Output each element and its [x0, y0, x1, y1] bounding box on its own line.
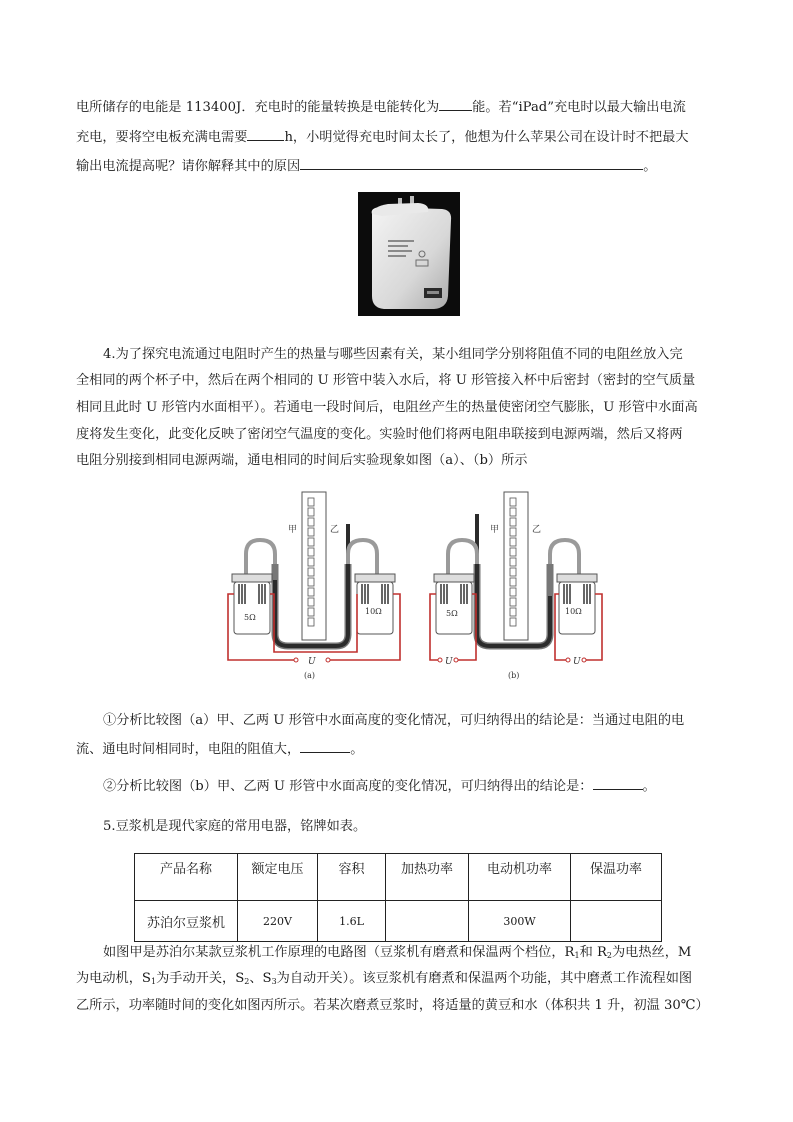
experiment-diagram	[222, 484, 604, 684]
table-header-row	[135, 854, 662, 901]
q3-line3	[76, 155, 656, 176]
q5-line1-text-a: 如图甲是苏泊尔某款豆浆机工作原理的电路图（豆浆机有磨煮和保温两个档位，R	[103, 945, 575, 960]
table-cell: 300W	[469, 901, 571, 942]
q3-line3-text-a: 输出电流提高呢？请你解释其中的原因	[76, 159, 301, 174]
subscript: 3	[271, 977, 277, 986]
q4-line-5: 电阻分别接到相同电源两端，通电相同的时间后实验现象如图（a）、（b）所示	[76, 453, 528, 468]
table-cell: 220V	[238, 901, 318, 942]
figure-a	[228, 492, 400, 680]
q5-line1-text-b: 和 R	[579, 945, 607, 960]
q3-line1	[76, 96, 686, 117]
q3-line2-text-b: h，小明觉得充电时间太长了，他想为什么苹果公司在设计时不把最大	[284, 130, 689, 145]
table-row	[135, 901, 662, 942]
answer-blank-conclusion-a[interactable]	[300, 738, 350, 753]
subscript: 2	[244, 977, 250, 986]
q5-line3: 乙所示，功率随时间的变化如图丙所示。若某次磨煮豆浆时，将适量的黄豆和水（体积共 1 升，初温 30℃）	[76, 998, 709, 1013]
resistor-10-label-a: 10Ω	[365, 607, 382, 616]
q3-line2	[76, 126, 689, 147]
table-header: 产品名称	[135, 854, 238, 901]
label-jia-a: 甲	[288, 525, 298, 535]
table-header: 保温功率	[571, 854, 662, 901]
q5-line2-text-c: 、S	[249, 971, 272, 986]
table-header: 加热功率	[386, 854, 469, 901]
table-cell-blank[interactable]	[571, 901, 662, 942]
q5-intro: 5.豆浆机是现代家庭的常用电器，铭牌如表。	[103, 819, 367, 834]
subscript: 2	[606, 951, 612, 960]
answer-blank-reason[interactable]	[300, 155, 643, 170]
q3-line3-text-b: 。	[643, 159, 657, 174]
charger-photo	[358, 192, 460, 316]
q4-sub1-line2	[76, 738, 363, 759]
q4-line-4: 度将发生变化，此变化反映了密闭空气温度的变化。实验时他们将两电阻串联接到电源两端，然后又将两	[76, 427, 683, 442]
subscript: 1	[574, 951, 580, 960]
label-yi-a: 乙	[330, 525, 340, 535]
q3-line1-text-a: 电所储存的电能是 113400J．充电时的能量转换是电能转化为	[76, 100, 440, 115]
answer-blank-hours[interactable]	[247, 126, 284, 141]
q4-line-3: 相同且此时 U 形管内水面相平）。若通电一段时间后，电阻丝产生的热量使密闭空气膨胀，U 形管中水面高	[76, 400, 698, 415]
q4-sub1-end: 。	[350, 742, 364, 757]
q4-sub1-line1: ①分析比较图（a）甲、乙两 U 形管中水面高度的变化情况，可归纳得出的结论是：当通过电阻的电	[103, 713, 685, 728]
voltage-label-a: U	[308, 657, 316, 667]
table-header: 电动机功率	[469, 854, 571, 901]
q5-line1-text-c: 为电热丝，M	[612, 945, 692, 960]
label-yi-b: 乙	[532, 525, 542, 535]
label-jia-b: 甲	[490, 525, 500, 535]
table-header: 额定电压	[238, 854, 318, 901]
table-cell: 1.6L	[318, 901, 386, 942]
experiment-figure	[222, 484, 604, 684]
q4-sub1-line2-text: 流、通电时间相同时，电阻的阻值大，	[76, 742, 301, 757]
q4-sub2-text: ②分析比较图（b）甲、乙两 U 形管中水面高度的变化情况，可归纳得出的结论是：	[103, 779, 593, 794]
q4-line-2: 全相同的两个杯子中，然后在两个相同的 U 形管中装入水后，将 U 形管接入杯中后密封（密封的空气质量	[76, 373, 696, 388]
resistor-5-label-a: 5Ω	[244, 613, 256, 622]
caption-a: (a)	[304, 671, 316, 680]
table-cell: 苏泊尔豆浆机	[135, 901, 238, 942]
q4-line-1: 4.为了探究电流通过电阻时产生的热量与哪些因素有关，某小组同学分别将阻值不同的电阻丝放入完	[103, 347, 683, 362]
voltage-label-b-left: U	[445, 657, 453, 667]
soymilk-spec-table	[134, 853, 662, 942]
charger-drawing	[358, 192, 460, 316]
resistor-5-label-b: 5Ω	[446, 609, 458, 618]
answer-blank-conclusion-b[interactable]	[593, 775, 643, 790]
q5-line2-text-d: 为自动开关）。该豆浆机有磨煮和保温两个功能，其中磨煮工作流程如图	[276, 971, 693, 986]
subscript: 1	[150, 977, 157, 986]
q3-line2-text-a: 充电，要将空电板充满电需要	[76, 130, 248, 145]
voltage-label-b-right: U	[573, 657, 581, 667]
resistor-10-label-b: 10Ω	[565, 607, 582, 616]
q3-line1-text-b: 能。若“iPad”充电时以最大输出电流	[472, 100, 686, 115]
q5-line2-text-b: 为手动开关，S	[156, 971, 245, 986]
q5-line2-text-a: 为电动机，S	[76, 971, 151, 986]
q5-line2	[76, 970, 692, 991]
q4-sub2-end: 。	[642, 779, 656, 794]
q4-sub2-line	[103, 775, 656, 796]
table-cell-blank[interactable]	[386, 901, 469, 942]
caption-b: (b)	[508, 671, 520, 680]
figure-b	[430, 492, 602, 680]
q5-line1	[103, 944, 691, 965]
answer-blank-energy[interactable]	[439, 96, 472, 111]
table-header: 容积	[318, 854, 386, 901]
